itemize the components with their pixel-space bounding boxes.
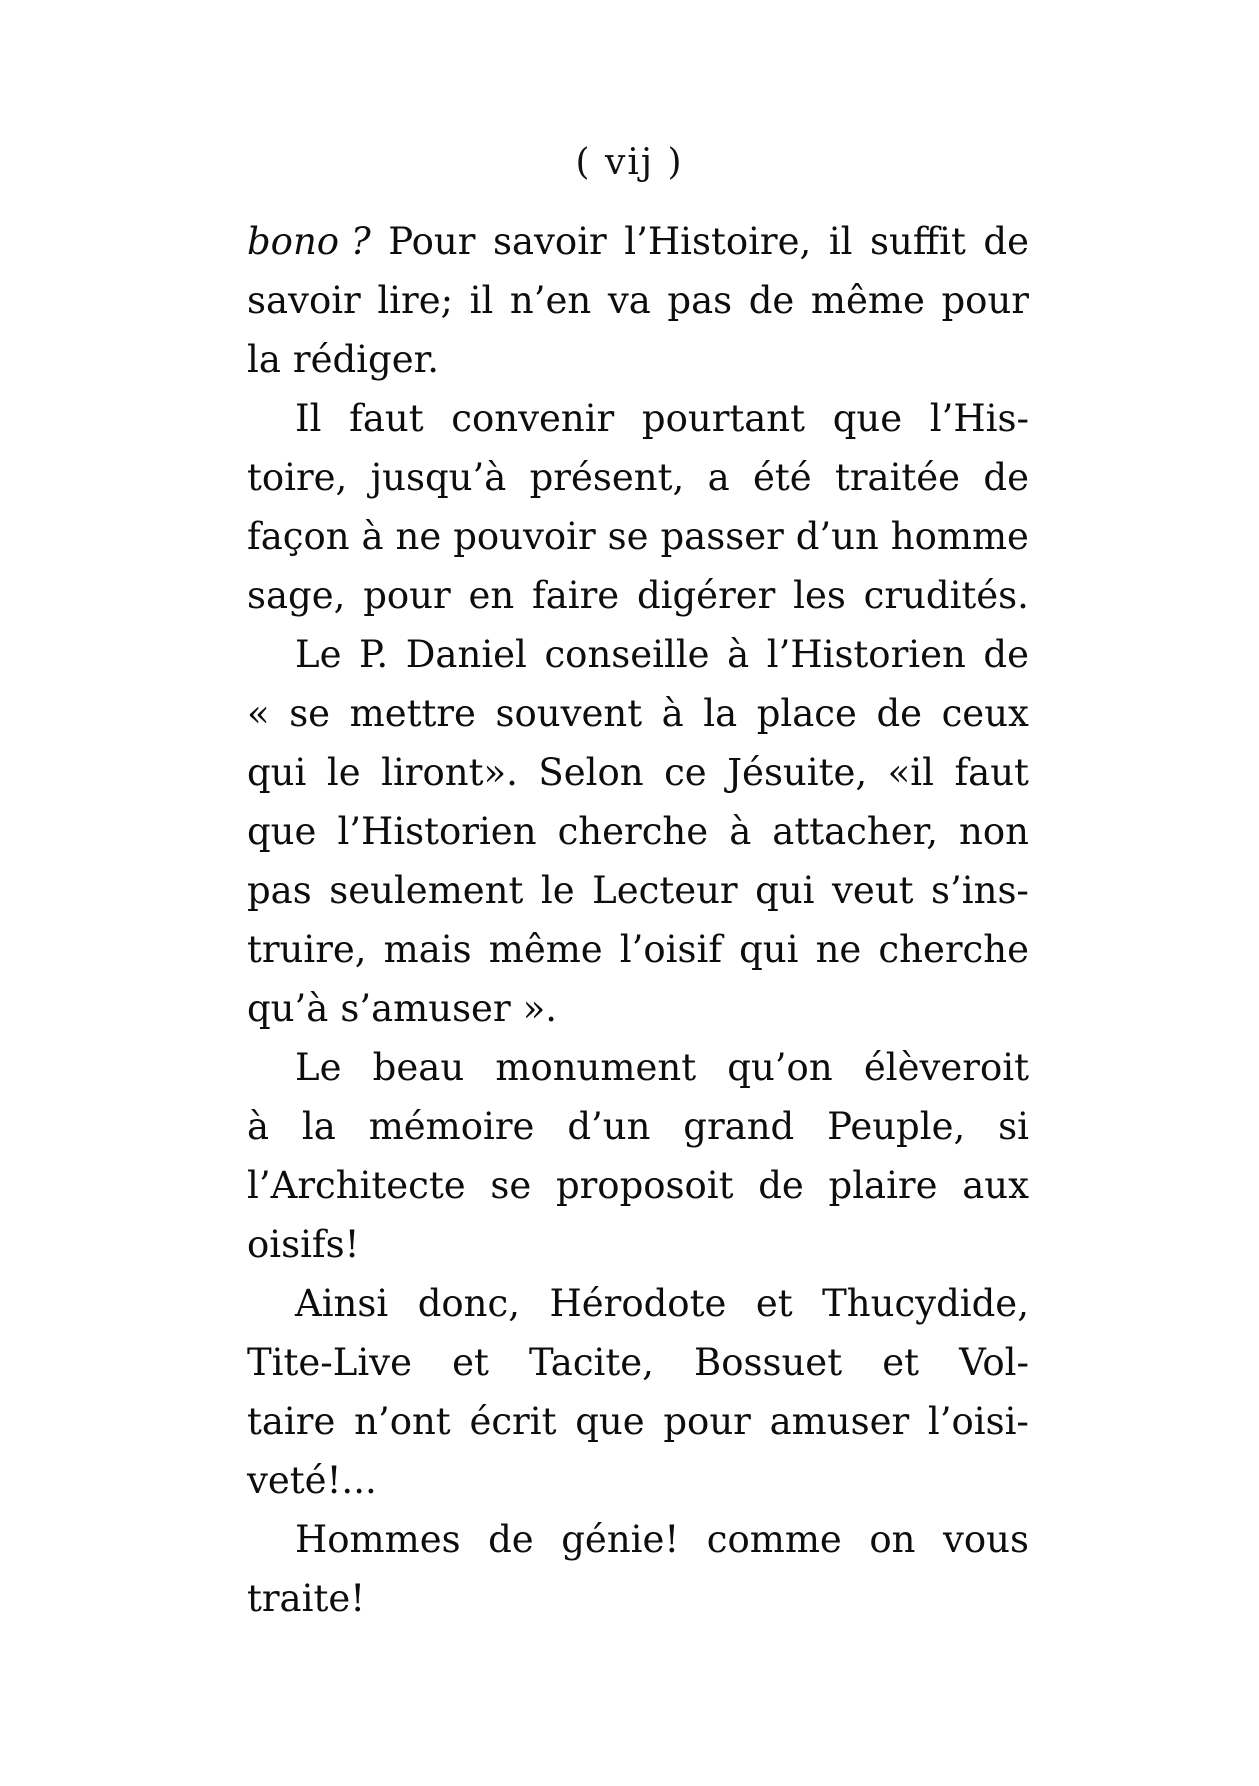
word: Tacite, <box>528 1341 654 1384</box>
word: faut <box>954 751 1029 794</box>
word: élèveroit <box>863 1046 1029 1089</box>
text-line <box>247 1451 1029 1510</box>
word: à <box>247 1105 270 1148</box>
word: Pour <box>388 220 476 263</box>
word: la <box>301 1105 336 1148</box>
text-line <box>247 566 1029 625</box>
word: Peuple, <box>827 1105 966 1148</box>
word: Le <box>295 633 342 676</box>
word: seulement <box>329 869 524 912</box>
word: la <box>247 338 281 381</box>
word: et <box>755 1282 793 1325</box>
word: se <box>490 1164 532 1207</box>
word: souvent <box>495 692 643 735</box>
word: d’un <box>795 515 879 558</box>
word: Daniel <box>405 633 527 676</box>
word: pour <box>663 1400 751 1443</box>
word: Hommes <box>295 1518 461 1561</box>
word: Vol- <box>959 1341 1029 1384</box>
word: conseille <box>544 633 710 676</box>
word: s’amuser <box>340 987 511 1030</box>
body-text <box>247 212 1029 1628</box>
word: même <box>488 928 603 971</box>
word: le <box>540 869 575 912</box>
word: pouvoir <box>453 515 596 558</box>
word: ne <box>815 928 862 971</box>
word: de <box>983 220 1029 263</box>
word: rédiger. <box>292 338 439 381</box>
text-line <box>247 330 1029 389</box>
word: ne <box>395 515 442 558</box>
word: traitée <box>834 456 961 499</box>
word: la <box>703 692 738 735</box>
word: vous <box>942 1518 1029 1561</box>
word: les <box>793 574 846 617</box>
text-line <box>247 802 1029 861</box>
text-line <box>247 920 1029 979</box>
word: génie! <box>561 1518 680 1561</box>
word: ». <box>522 987 558 1030</box>
word: de <box>758 1164 804 1207</box>
word: d’un <box>567 1105 651 1148</box>
word: de <box>983 633 1029 676</box>
text-line <box>247 271 1029 330</box>
word: écrit <box>469 1400 557 1443</box>
word: ceux <box>941 692 1029 735</box>
word: l’His- <box>929 397 1029 440</box>
word: pour <box>363 574 451 617</box>
word: pourtant <box>641 397 806 440</box>
word: P. <box>359 633 389 676</box>
word: monument <box>495 1046 697 1089</box>
word: sage, <box>247 574 346 617</box>
word: traite! <box>247 1577 366 1620</box>
word: aux <box>962 1164 1029 1207</box>
word: l’Historien <box>337 810 537 853</box>
text-line <box>247 684 1029 743</box>
page-number: ( vij ) <box>575 142 684 183</box>
word: de <box>748 279 795 322</box>
word: qui <box>247 751 307 794</box>
word: s’ins- <box>931 869 1029 912</box>
word: et <box>452 1341 489 1384</box>
word: liront». <box>381 751 518 794</box>
word: Jésuite, <box>727 751 868 794</box>
word: à <box>661 692 684 735</box>
word: à <box>361 515 384 558</box>
word: Le <box>295 1046 342 1089</box>
word: bono ? <box>247 220 371 263</box>
word: «il <box>887 751 934 794</box>
word: savoir <box>492 220 607 263</box>
word: à <box>729 810 752 853</box>
word: suffit <box>870 220 966 263</box>
word: qu’on <box>727 1046 833 1089</box>
word: se <box>289 692 331 735</box>
word: Hérodote <box>549 1282 727 1325</box>
word: façon <box>247 515 350 558</box>
text-line <box>247 1510 1029 1569</box>
text-line <box>247 1156 1029 1215</box>
word: présent, <box>529 456 685 499</box>
word: savoir <box>247 279 361 322</box>
text-line <box>247 1392 1029 1451</box>
text-line <box>247 1097 1029 1156</box>
word: homme <box>890 515 1029 558</box>
word: n’ont <box>354 1400 451 1443</box>
word: oisifs! <box>247 1223 360 1266</box>
word: amuser <box>769 1400 910 1443</box>
word: mettre <box>349 692 476 735</box>
word: faire <box>532 574 620 617</box>
word: même <box>810 279 925 322</box>
text-line <box>247 861 1029 920</box>
word: faut <box>349 397 424 440</box>
word: ce <box>664 751 707 794</box>
word: Tite-Live <box>247 1341 412 1384</box>
word: « <box>247 692 270 735</box>
word: pas <box>667 279 733 322</box>
word: lire; <box>377 279 454 322</box>
word: proposoit <box>555 1164 734 1207</box>
word: il <box>828 220 853 263</box>
word: veut <box>832 869 914 912</box>
word: Ainsi <box>295 1282 389 1325</box>
word: beau <box>372 1046 465 1089</box>
word: Thucydide, <box>822 1282 1029 1325</box>
word: attacher, <box>772 810 938 853</box>
word: en <box>468 574 515 617</box>
text-line <box>247 1569 1029 1628</box>
word: digérer <box>636 574 776 617</box>
word: Bossuet <box>694 1341 843 1384</box>
word: Selon <box>538 751 644 794</box>
text-line <box>247 625 1029 684</box>
word: on <box>869 1518 916 1561</box>
word: toire, <box>247 456 348 499</box>
text-line <box>247 1333 1029 1392</box>
text-line <box>247 1274 1029 1333</box>
word: l’Architecte <box>247 1164 466 1207</box>
word: été <box>752 456 812 499</box>
word: plaire <box>828 1164 938 1207</box>
word: que <box>575 1400 645 1443</box>
text-line <box>247 507 1029 566</box>
text-line <box>247 389 1029 448</box>
word: non <box>959 810 1029 853</box>
word: Lecteur <box>592 869 738 912</box>
word: va <box>607 279 651 322</box>
word: convenir <box>451 397 615 440</box>
word: passer <box>660 515 784 558</box>
text-line <box>247 1038 1029 1097</box>
word: donc, <box>417 1282 520 1325</box>
text-line <box>247 1215 1029 1274</box>
word: veté!... <box>247 1459 377 1502</box>
word: à <box>727 633 750 676</box>
word: n’en <box>509 279 592 322</box>
word: crudités. <box>863 574 1029 617</box>
text-line <box>247 979 1029 1038</box>
word: grand <box>683 1105 795 1148</box>
word: a <box>707 456 730 499</box>
word: se <box>607 515 649 558</box>
word: qu’à <box>247 987 329 1030</box>
text-line <box>247 743 1029 802</box>
word: truire, <box>247 928 367 971</box>
word: mais <box>383 928 472 971</box>
text-line <box>247 448 1029 507</box>
word: de <box>983 456 1029 499</box>
word: que <box>247 810 317 853</box>
word: Il <box>295 397 322 440</box>
word: l’oisif <box>619 928 723 971</box>
word: l’Histoire, <box>624 220 812 263</box>
word: de <box>876 692 923 735</box>
word: mémoire <box>368 1105 535 1148</box>
text-line <box>247 212 1029 271</box>
word: cherche <box>878 928 1029 971</box>
word: le <box>326 751 361 794</box>
word: il <box>469 279 494 322</box>
word: et <box>882 1341 919 1384</box>
word: jusqu’à <box>370 456 507 499</box>
word: cherche <box>557 810 709 853</box>
word: de <box>488 1518 534 1561</box>
word: pas <box>247 869 312 912</box>
word: l’Historien <box>766 633 966 676</box>
word: taire <box>247 1400 336 1443</box>
word: qui <box>755 869 815 912</box>
word: l’oisi- <box>927 1400 1029 1443</box>
word: comme <box>706 1518 842 1561</box>
word: place <box>756 692 857 735</box>
word: qui <box>739 928 799 971</box>
word: pour <box>941 279 1029 322</box>
word: que <box>832 397 903 440</box>
word: si <box>998 1105 1029 1148</box>
